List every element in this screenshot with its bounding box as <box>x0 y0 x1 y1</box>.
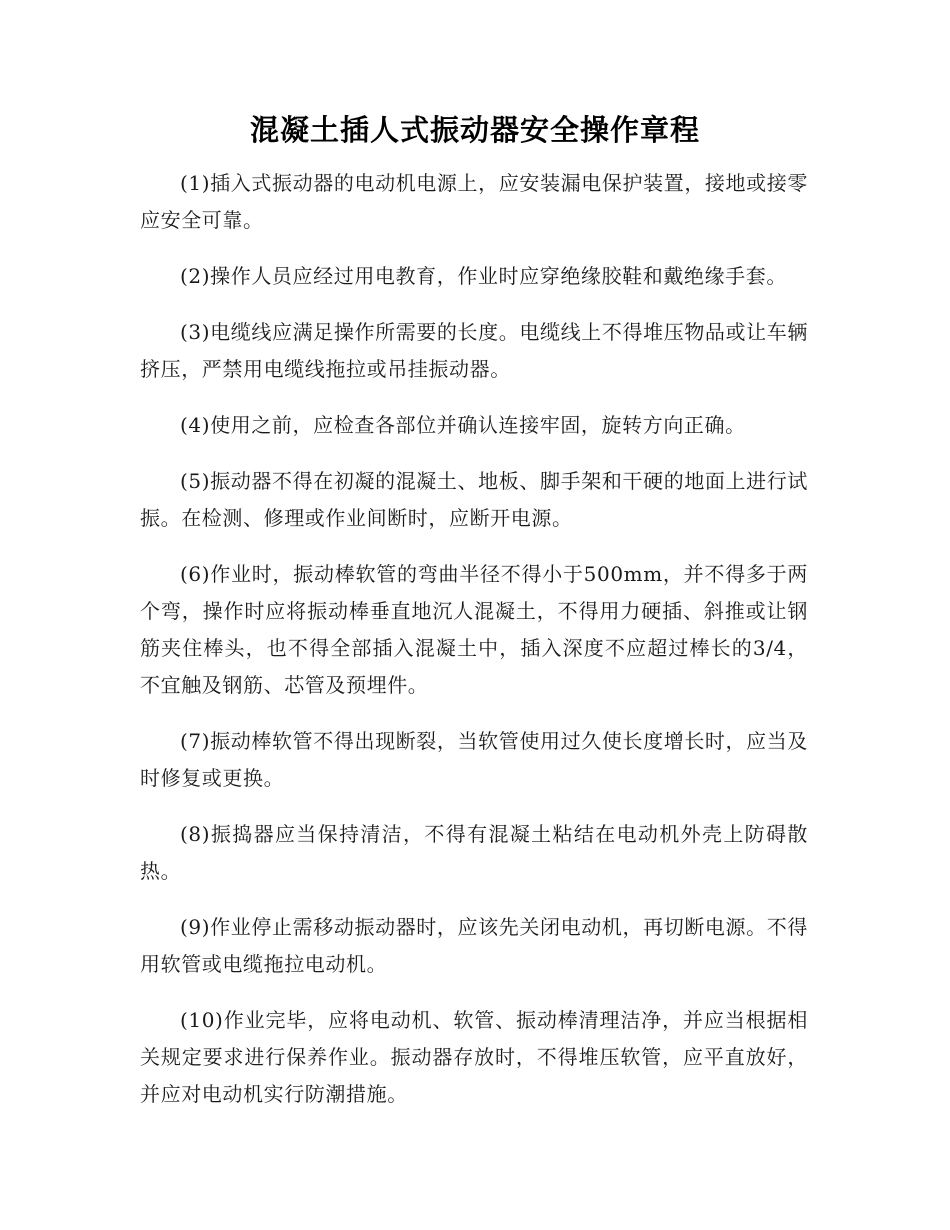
paragraph-8: (8)振捣器应当保持清洁，不得有混凝土粘结在电动机外壳上防碍散热。 <box>140 822 808 883</box>
document-title: 混凝土插人式振动器安全操作章程 <box>249 113 700 147</box>
paragraph-9: (9)作业停止需移动振动器时，应该先关闭电动机，再切断电源。不得用软管或电缆拖拉电动机。 <box>140 915 808 976</box>
paragraph-3: (3)电缆线应满足操作所需要的长度。电缆线上不得堆压物品或让车辆挤压，严禁用电缆线拖拉或吊挂振动器。 <box>140 320 808 381</box>
document-body <box>140 165 808 1132</box>
paragraph-6: (6)作业时，振动棒软管的弯曲半径不得小于500mm，并不得多于两个弯，操作时应将振动棒垂直地沉人混凝土，不得用力硬插、斜推或让钢筋夹住棒头，也不得全部插入混凝土中，插入深度不应超过棒长的3/4，不宜触及钢筋、芯管及预埋件。 <box>140 562 808 697</box>
paragraph-2: (2)操作人员应经过用电教育，作业时应穿绝缘胶鞋和戴绝缘手套。 <box>180 264 787 288</box>
paragraph-5: (5)振动器不得在初凝的混凝土、地板、脚手架和干硬的地面上进行试振。在检测、修理或作业间断时，应断开电源。 <box>140 469 808 530</box>
paragraph-10: (10)作业完毕，应将电动机、软管、振动棒清理洁净，并应当根据相关规定要求进行保养作业。振动器存放时，不得堆压软管，应平直放好，并应对电动机实行防潮措施。 <box>140 1008 808 1106</box>
paragraph-1: (1)插入式振动器的电动机电源上，应安装漏电保护装置，接地或接零应安全可靠。 <box>140 171 808 232</box>
paragraph-4: (4)使用之前，应检查各部位并确认连接牢固，旋转方向正确。 <box>180 413 746 437</box>
paragraph-7: (7)振动棒软管不得出现断裂，当软管使用过久使长度增长时，应当及时修复或更换。 <box>140 729 808 790</box>
